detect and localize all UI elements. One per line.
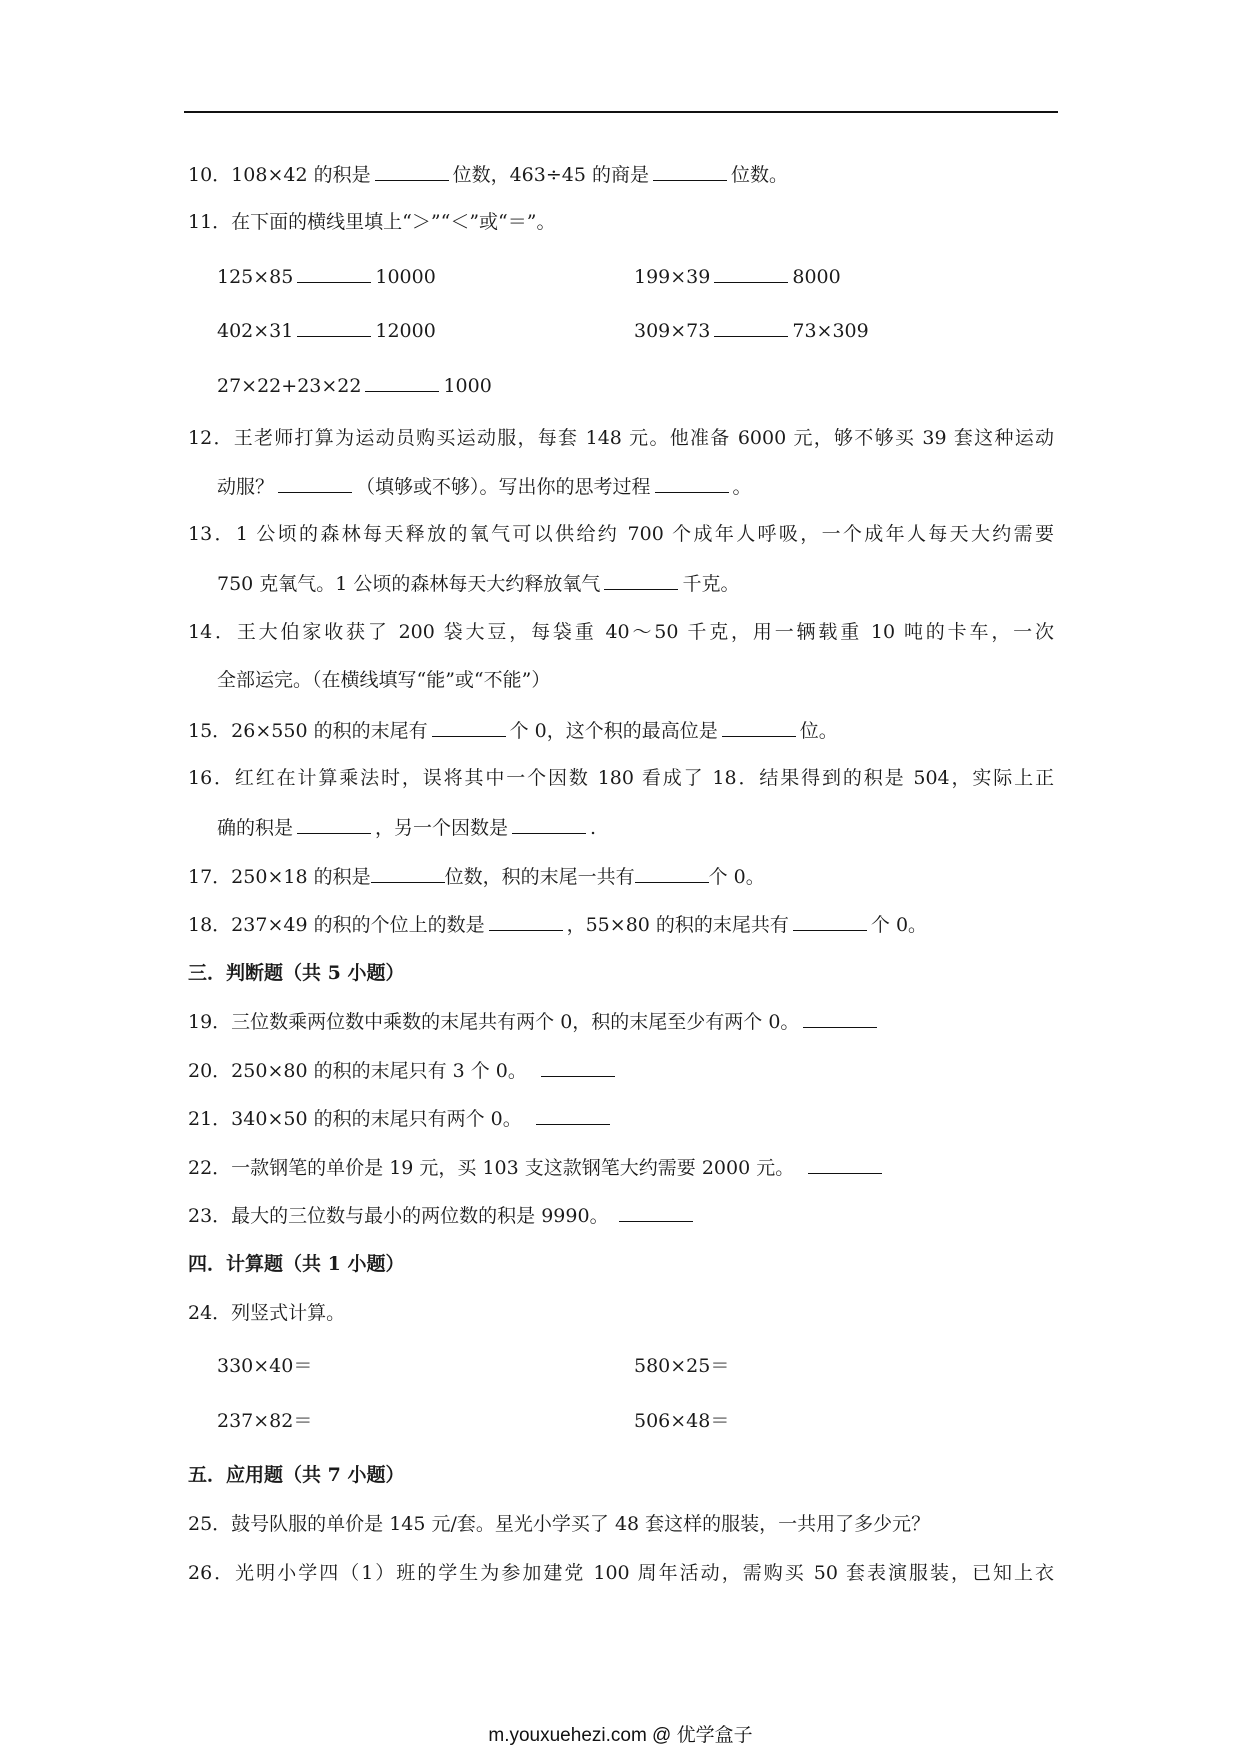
answer-blank[interactable]	[635, 864, 709, 883]
question-11-item-4: 309×73 73×309	[634, 320, 869, 342]
section-5-heading: 五．应用题（共 7 小题）	[188, 1464, 405, 1486]
answer-blank[interactable]	[371, 864, 445, 883]
question-14: 14．王大伯家收获了 200 袋大豆，每袋重 40～50 千克，用一辆载重 10 吨的卡车，一次	[188, 621, 1054, 643]
question-11-item-2: 199×39 8000	[634, 266, 841, 288]
answer-blank[interactable]	[297, 318, 371, 337]
question-12-cont: 动服？ （填够或不够）。写出你的思考过程 。	[217, 476, 752, 498]
answer-blank[interactable]	[536, 1106, 610, 1125]
answer-blank[interactable]	[278, 474, 352, 493]
question-12: 12．王老师打算为运动员购买运动服，每套 148 元。他准备 6000 元，够不够买 39 套这种运动	[188, 427, 1054, 449]
answer-blank[interactable]	[653, 162, 727, 181]
question-13: 13．1 公顷的森林每天释放的氧气可以供给约 700 个成年人呼吸，一个成年人每天大约需要	[188, 523, 1054, 545]
answer-blank[interactable]	[714, 264, 788, 283]
question-15: 15．26×550 的积的末尾有 个 0，这个积的最高位是 位。	[188, 720, 838, 742]
question-10: 10．108×42 的积是 位数，463÷45 的商是 位数。	[188, 164, 789, 186]
question-11-item-3: 402×31 12000	[217, 320, 436, 342]
answer-blank[interactable]	[512, 815, 586, 834]
answer-blank[interactable]	[808, 1155, 882, 1174]
answer-blank[interactable]	[365, 373, 439, 392]
answer-blank[interactable]	[297, 264, 371, 283]
header-rule	[184, 111, 1058, 113]
question-17: 17．250×18 的积是 位数，积的末尾一共有 个 0。	[188, 866, 765, 888]
answer-blank[interactable]	[722, 718, 796, 737]
question-24-item-2: 580×25＝	[634, 1355, 730, 1377]
answer-blank[interactable]	[489, 912, 563, 931]
answer-blank[interactable]	[375, 162, 449, 181]
answer-blank[interactable]	[803, 1009, 877, 1028]
question-13-cont: 750 克氧气。1 公顷的森林每天大约释放氧气 千克。	[217, 573, 740, 595]
question-24-item-4: 506×48＝	[634, 1410, 730, 1432]
answer-blank[interactable]	[793, 912, 867, 931]
answer-blank[interactable]	[541, 1058, 615, 1077]
answer-blank[interactable]	[714, 318, 788, 337]
question-24: 24．列竖式计算。	[188, 1302, 346, 1324]
question-19: 19．三位数乘两位数中乘数的末尾共有两个 0，积的末尾至少有两个 0。	[188, 1009, 881, 1034]
question-24-item-1: 330×40＝	[217, 1355, 313, 1377]
question-20: 20．250×80 的积的末尾只有 3 个 0。	[188, 1058, 619, 1083]
question-24-item-3: 237×82＝	[217, 1410, 313, 1432]
section-4-heading: 四．计算题（共 1 小题）	[188, 1253, 405, 1275]
answer-blank[interactable]	[297, 815, 371, 834]
question-26: 26．光明小学四（1）班的学生为参加建党 100 周年活动，需购买 50 套表演服装，已知上衣	[188, 1562, 1054, 1584]
question-11-item-1: 125×85 10000	[217, 266, 436, 288]
question-11-item-5: 27×22+23×22 1000	[217, 375, 492, 397]
question-21: 21．340×50 的积的末尾只有两个 0。	[188, 1106, 614, 1131]
answer-blank[interactable]	[619, 1203, 693, 1222]
answer-blank[interactable]	[604, 571, 678, 590]
footer-watermark: m.youxuehezi.com @ 优学盒子	[488, 1725, 753, 1746]
answer-blank[interactable]	[432, 718, 506, 737]
section-3-heading: 三．判断题（共 5 小题）	[188, 962, 405, 984]
question-22: 22．一款钢笔的单价是 19 元，买 103 支这款钢笔大约需要 2000 元。	[188, 1155, 886, 1180]
question-16: 16．红红在计算乘法时，误将其中一个因数 180 看成了 18．结果得到的积是 504，实际上正	[188, 767, 1054, 789]
question-25: 25．鼓号队服的单价是 145 元/套。星光小学买了 48 套这样的服装，一共用了多少元？	[188, 1513, 931, 1535]
question-14-cont: 全部运完。（在横线填写“能”或“不能”）	[217, 669, 551, 691]
question-23: 23．最大的三位数与最小的两位数的积是 9990。	[188, 1203, 697, 1228]
answer-blank[interactable]	[655, 474, 729, 493]
question-18: 18．237×49 的积的个位上的数是 ，55×80 的积的末尾共有 个 0。	[188, 914, 928, 936]
question-16-cont: 确的积是 ，另一个因数是 .	[217, 817, 597, 839]
question-11: 11．在下面的横线里填上“＞”“＜”或“＝”。	[188, 211, 556, 233]
